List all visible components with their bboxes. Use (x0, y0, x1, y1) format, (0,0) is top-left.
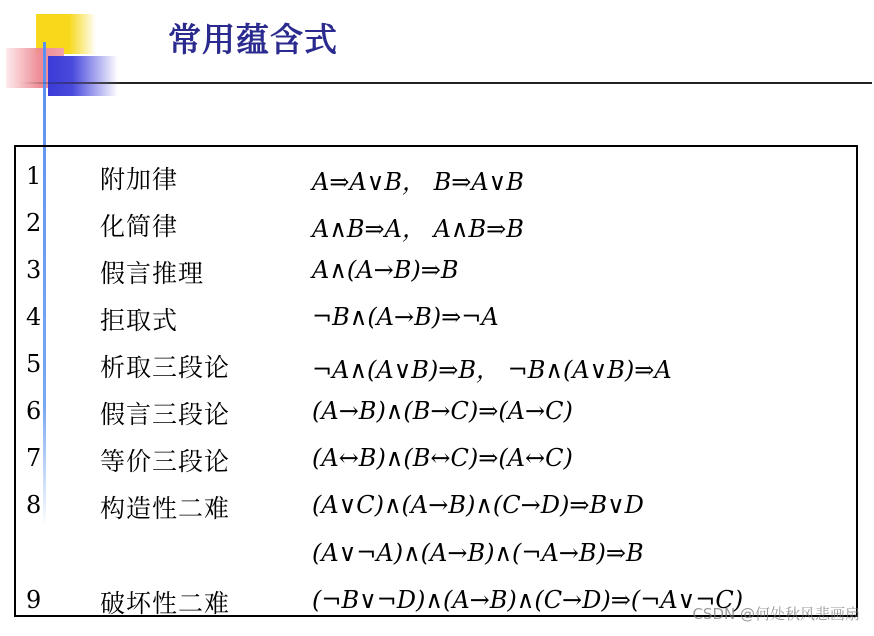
rule-name: 破坏性二难 (100, 589, 231, 618)
row-number: 7 (26, 444, 42, 472)
rule-name: 构造性二难 (100, 494, 231, 523)
table-row (16, 342, 856, 382)
row-number: 6 (26, 397, 42, 425)
implications-table (14, 145, 858, 617)
row-number: 8 (26, 491, 42, 519)
row-number: 9 (26, 586, 42, 614)
rule-formula: A∧B⇒A， A∧B⇒B (312, 215, 524, 243)
table-row (16, 201, 856, 241)
table-row (16, 531, 856, 571)
watermark: CSDN @何处秋风悲画扇 (692, 605, 860, 623)
table-row (16, 154, 856, 194)
row-number: 4 (26, 303, 42, 331)
rule-formula: (¬B∨¬D)∧(A→B)∧(C→D)⇒(¬A∨¬C) (312, 586, 744, 614)
rule-formula: (A∨C)∧(A→B)∧(C→D)⇒B∨D (312, 491, 644, 519)
rule-name: 假言推理 (100, 259, 205, 288)
rule-formula: ¬A∧(A∨B)⇒B， ¬B∧(A∨B)⇒A (312, 356, 672, 384)
rule-name: 拒取式 (100, 306, 179, 335)
row-number: 5 (26, 350, 42, 378)
rule-formula: A∧(A→B)⇒B (312, 256, 459, 284)
table-row (16, 248, 856, 288)
rule-formula: ¬B∧(A→B)⇒¬A (312, 303, 499, 331)
rule-formula: (A→B)∧(B→C)⇒(A→C) (312, 397, 573, 425)
table-row (16, 389, 856, 429)
title-underline (20, 82, 872, 84)
table-row (16, 483, 856, 523)
decor-blue-square (48, 56, 118, 96)
table-row (16, 436, 856, 476)
rule-name: 等价三段论 (100, 447, 231, 476)
rule-name: 附加律 (100, 165, 179, 194)
rule-formula: (A↔B)∧(B↔C)⇒(A↔C) (312, 444, 573, 472)
rule-name: 化简律 (100, 212, 179, 241)
rule-name: 析取三段论 (100, 353, 231, 382)
table-row (16, 295, 856, 335)
rule-name: 假言三段论 (100, 400, 231, 429)
row-number: 2 (26, 209, 42, 237)
slide-title: 常用蕴含式 (168, 20, 338, 59)
row-number: 3 (26, 256, 42, 284)
rule-formula: (A∨¬A)∧(A→B)∧(¬A→B)⇒B (312, 539, 644, 567)
rule-formula: A⇒A∨B， B⇒A∨B (312, 168, 524, 196)
row-number: 1 (26, 162, 42, 190)
